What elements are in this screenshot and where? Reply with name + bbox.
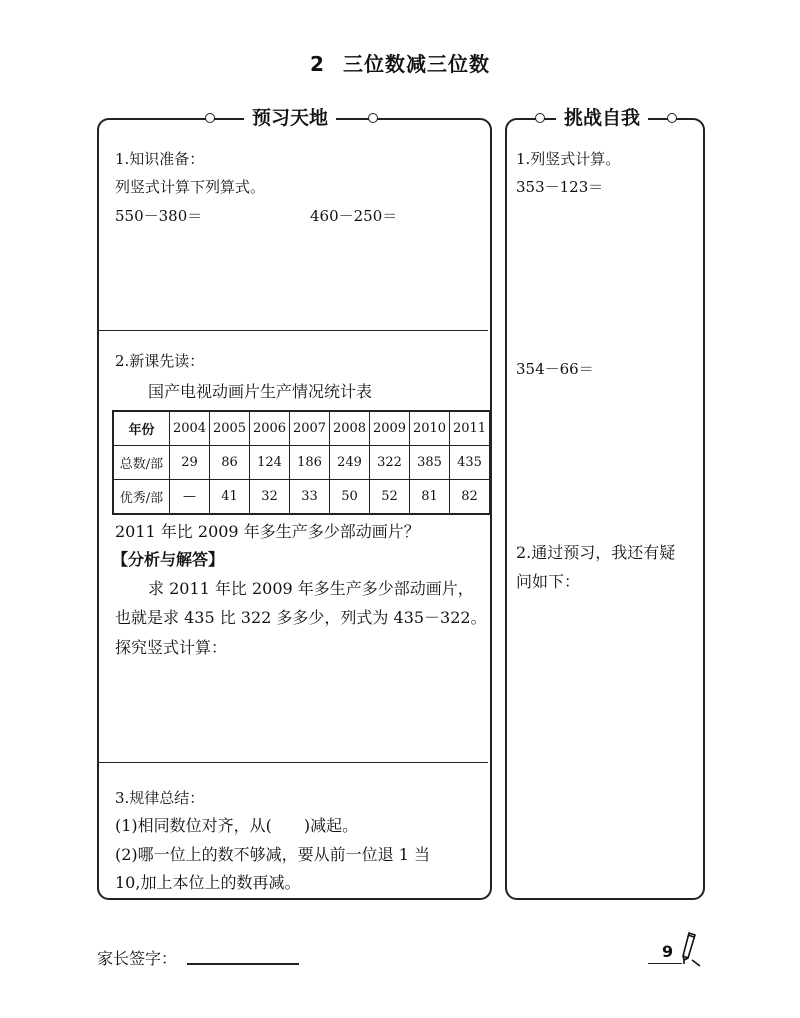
table-cell: 优秀/部 (113, 480, 170, 515)
right-expression-2: 354－66＝ (516, 360, 594, 378)
right-panel (505, 118, 705, 900)
table-cell: 50 (330, 480, 370, 515)
table-cell: 82 (450, 480, 491, 515)
section3-heading: 3.规律总结： (115, 789, 205, 807)
table-cell: 33 (290, 480, 330, 515)
table-cell: — (170, 480, 210, 515)
left-header-dot-left (205, 113, 215, 123)
right-panel-header: 挑战自我 (556, 107, 648, 129)
title-number: 2 (310, 52, 325, 76)
page-title (0, 48, 800, 77)
table-row-excellent (113, 480, 490, 515)
table-row-total (113, 446, 490, 480)
statistics-table (112, 410, 491, 515)
table-cell: 124 (250, 446, 290, 480)
pencil-icon (679, 930, 703, 970)
table-cell: 435 (450, 446, 491, 480)
parent-signature-label: 家长签字： (97, 949, 178, 968)
rule-2-line-1: (2)哪一位上的数不够减，要从前一位退 1 当 (115, 845, 431, 864)
table-cell: 2009 (370, 411, 410, 446)
table-cell: 385 (410, 446, 450, 480)
right-item2-line-1: 2.通过预习，我还有疑 (516, 543, 676, 562)
table-cell: 186 (290, 446, 330, 480)
signature-line[interactable] (187, 963, 299, 965)
analysis-label: 【分析与解答】 (112, 550, 225, 569)
table-cell: 2007 (290, 411, 330, 446)
section1-instruction: 列竖式计算下列算式。 (115, 178, 266, 196)
table-cell: 2008 (330, 411, 370, 446)
table-cell: 2006 (250, 411, 290, 446)
left-header-dot-right (368, 113, 378, 123)
left-divider-1 (99, 330, 488, 331)
page-number-underline (648, 963, 682, 964)
rule-1: (1)相同数位对齐，从( )减起。 (115, 816, 359, 835)
table-cell: 2011 (450, 411, 491, 446)
section1-expression-2: 460－250＝ (310, 207, 398, 225)
table-cell: 总数/部 (113, 446, 170, 480)
page-number: 9 (662, 942, 674, 961)
table-cell: 52 (370, 480, 410, 515)
table-cell: 2005 (210, 411, 250, 446)
table-cell: 322 (370, 446, 410, 480)
table-cell: 81 (410, 480, 450, 515)
section1-heading: 1.知识准备： (115, 150, 205, 168)
section2-heading: 2.新课先读： (115, 352, 205, 370)
left-panel-header: 预习天地 (244, 107, 336, 129)
section1-expression-1: 550－380＝ (115, 207, 203, 225)
title-text: 三位数减三位数 (342, 52, 490, 76)
table-cell: 249 (330, 446, 370, 480)
table-cell: 86 (210, 446, 250, 480)
right-expression-1: 353－123＝ (516, 178, 604, 196)
analysis-line-2: 也就是求 435 比 322 多多少，列式为 435－322。 (115, 608, 487, 627)
table-cell: 32 (250, 480, 290, 515)
table-cell: 2010 (410, 411, 450, 446)
left-divider-2 (99, 762, 488, 763)
table-cell: 2004 (170, 411, 210, 446)
right-item1-heading: 1.列竖式计算。 (516, 150, 621, 168)
section2-question: 2011 年比 2009 年多生产多少部动画片？ (115, 522, 420, 541)
right-item2-line-2: 问如下： (516, 572, 581, 591)
right-header-dot-left (535, 113, 545, 123)
explore-label: 探究竖式计算： (115, 638, 228, 657)
table-cell: 29 (170, 446, 210, 480)
rule-2-line-2: 10,加上本位上的数再减。 (115, 873, 301, 892)
analysis-line-1: 求 2011 年比 2009 年多生产多少部动画片， (148, 579, 474, 598)
table-row-year (113, 411, 490, 446)
table-cell: 41 (210, 480, 250, 515)
table-cell: 年份 (113, 411, 170, 446)
table-title: 国产电视动画片生产情况统计表 (148, 382, 373, 401)
right-header-dot-right (667, 113, 677, 123)
